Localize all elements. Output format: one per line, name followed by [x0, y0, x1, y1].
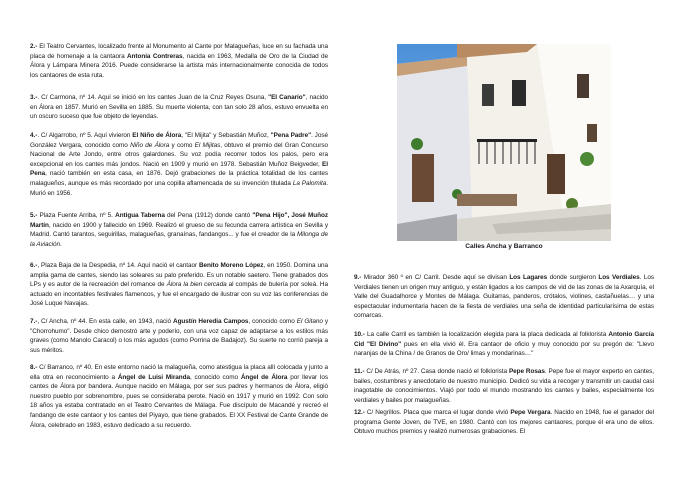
text: C/ Negrillos. Placa que marca el lugar donde vivió	[364, 409, 511, 416]
item-number: 8.-	[30, 364, 38, 371]
text: , Plaza Baja de la Despedia, nº 14. Aquí nació el cantaor	[37, 262, 199, 269]
artist-name: Pepe Rosas	[508, 368, 545, 375]
artist-name: "El Canario"	[268, 94, 306, 101]
text: , C/ Ancha, nº 44. En esta calle, en 1943, nació	[37, 318, 173, 325]
text: . Pepe fue el mayor experto en cantes, bailes, costumbres y anecdotario de nuestro municipio. Dedicó su vida a recoger y transmitir un caudal casi inagotable de conocimientos. Viajó por todo el mundo mostrando los cantes y bailes, especialmente los verdiales y bailes por malagueñas.	[354, 368, 654, 404]
text: El Teatro Cervantes, localizado frente al Monumento al Cante por Malagueñas, luce en su fachada una placa de homenaje a la cantaora	[30, 43, 328, 60]
item-number: 4.-	[30, 132, 38, 139]
item-number: 12.-	[354, 409, 365, 416]
photo-caption: Calles Ancha y Barranco	[465, 243, 543, 250]
item-number: 2.-	[30, 43, 38, 50]
text: . Nacido en 1948, fue el ganador del programa Gente Joven, de TVE, en 1980. Cantó con los mejores cantaores, porque él era uno de ellos. Obtuvo muchos premios y realizó numerosas grabaciones. El	[354, 409, 654, 436]
paragraph-9	[354, 273, 654, 321]
item-number: 11.-	[354, 368, 365, 375]
text: C/ Barranco, nº 40. En este entorno nació la malagueña, como atestigua la placa allí colocada y junto a ella otra en reconocimiento a	[30, 364, 328, 381]
text: Plaza Fuente Arriba, nº 5.	[37, 212, 116, 219]
artist-name: Pepe Vergara	[510, 409, 551, 416]
item-number: 6.-	[30, 262, 38, 269]
artist-name: "Pena Padre"	[270, 132, 312, 139]
place-name: Antigua Taberna	[115, 212, 165, 219]
text: Mirador 360 º en C/ Carril. Desde aquí se divisan	[361, 274, 510, 281]
artist-name: Ángel de Álora	[240, 373, 288, 381]
text: pues en ella vivió él. Era cantaor de oficio y muy conocido por su pregón de: "Llevo naranjas de la China / de Granos de Oro/ limas y mondarinas…"	[354, 340, 654, 358]
artist-name: Antonia Contreras	[126, 52, 183, 60]
text: del Pena (1912) donde cantó	[164, 212, 253, 219]
text: , en 1950. Domina una amplia gama de cantes, siendo las soleares su palo preferido. Es un notable saetero. Tiene grabados dos LPs y es autor de la recreación del romance de	[30, 262, 328, 289]
text: La calle Carril es también la localización elegida para la placa dedicada al folklorista	[364, 331, 609, 338]
paragraph-10	[354, 330, 654, 359]
street-photo	[397, 44, 611, 241]
text: . C/ Carmona, nº 14. Aquí se inició en los cantes Juan de la Cruz Reyes Osuna,	[37, 94, 269, 101]
nickname: Niño de Álora	[130, 141, 170, 149]
artist-name: "Pena Hijo", José Muñoz Martín	[30, 212, 329, 229]
text: .	[60, 240, 62, 248]
place-name: Los Verdiales	[598, 274, 640, 281]
song-title: Milonga de la Aviación	[30, 231, 328, 248]
item-number: 3.-	[30, 94, 38, 101]
paragraph-11	[354, 367, 654, 405]
text: , conocido como	[190, 373, 241, 381]
text: donde surgieron	[547, 274, 599, 281]
text: . Los Verdiales tienen un origen muy antiguo, y están ligados a los campos de vid de las zonas de la Axarquía, el Valle del Guadalhorce y Montes de Málaga. Guitarras, panderos, crótalos, violines, castañuelas… y una espectacular indumentaria hacen de la fiesta de verdiales una seña de identidad particularísima de estas comarcas.	[354, 274, 655, 320]
text: C/ De Atrás, nº 27. Casa donde nació el folklorista	[364, 368, 509, 375]
text: . Murió en 1956.	[30, 179, 328, 197]
text: , conocido como	[248, 318, 297, 325]
text: y como	[169, 141, 195, 149]
text: , nacido en 1900 y fallecido en 1969. Realizó el grueso de su fecunda carrera artística en Sevilla y Madrid. Cantó tarantos, seguirillas, malagueñas, granaínas, fandangos... y fue el creador de la	[30, 221, 328, 239]
text: por llevar los cantes de Álora por bandera. Aunque nacido en Málaga, por ser sus padres y hermanos de Álora, eligió nuestro pueblo por sobrenombre, pues se consideraba perote. Nació en 1917 y murió en 1992. Con solo 18 años ya estaba contratado en el Teatro Cervantes de Málaga. Fue discípulo de Macandé y recreó el fandango de este cantaor y los cantes del Piyayo, que tiene grabados. El XX Festival de Cante Grande de Álora, celebrado en 1983, estuvo dedicado a su recuerdo.	[30, 373, 328, 429]
place-name: Los Lagares	[509, 274, 548, 281]
item-number: 5.-	[30, 212, 38, 219]
song-title: La Palomita	[292, 179, 327, 187]
paragraph-6	[30, 261, 328, 309]
artist-name: Ángel de Luisi Miranda	[117, 373, 190, 381]
text: , nació también en esta casa, en 1876. Dejó grabaciones de la práctica totalidad de los cantes malagueños, aunque es más recordado por una copilla aflamencada de su invención titulada	[30, 170, 328, 187]
paragraph-8	[30, 363, 328, 430]
text: . C/ Algarrobo, nº 5. Aquí vivieron	[37, 132, 133, 139]
nickname: El Mijitas	[194, 141, 221, 149]
item-number: 9.-	[354, 274, 362, 281]
street-photo-illustration	[397, 44, 611, 241]
artist-name: Antonio García Cid "El Divino"	[354, 331, 654, 348]
paragraph-5	[30, 211, 328, 249]
artist-name: Agustín Heredia Campos	[173, 318, 249, 325]
item-number: 10.-	[354, 331, 365, 338]
nickname: El Gitano	[296, 318, 323, 325]
paragraph-2	[30, 42, 328, 80]
paragraph-12	[354, 408, 654, 437]
text: y "Chorrohumo". Desde chico demostró arte y poderío, con una voz capaz de adaptarse a los estilos más graves (como Manolo Caracol) o los más agudos (como Porrina de Badajoz). Su suerte no corrió pareja a sus méritos.	[30, 318, 328, 354]
paragraph-4	[30, 131, 328, 198]
artist-name: Benito Moreno López	[198, 262, 264, 269]
text: al compás de bulería por soleá. Ha actuado en incontables festivales flamencos, y fue el encargado de ilustrar con su voz las conferencias de José Luque Navajas.	[30, 281, 328, 308]
text: , "El Mijita" y Sebastián Muñoz,	[181, 132, 271, 139]
artist-name: El Niño de Álora	[132, 132, 182, 139]
song-title: Álora la bien cercada	[166, 281, 227, 289]
text: , nacida en 1963, Medalla de Oro de la Ciudad de Álora y Lámpara Minera 2016. Puede considerarse la artista más internacionalmente conocida de todos los cantaores de esta ruta.	[30, 52, 328, 79]
paragraph-3	[30, 93, 328, 122]
paragraph-7	[30, 317, 328, 355]
item-number: 7.-	[30, 318, 38, 325]
text: . José González Vergara, conocido como	[30, 132, 328, 149]
artist-name: El Pena	[30, 160, 328, 178]
text: , obtuvo el premio del Gran Concurso Nacional de Arte Jondo, entre otros galardones. Su voz podía recorrer todos los palos, pero era excepcional en los cantes más jondos. Nació en 1909 y murió en 1978. Sebastián Muñoz Beigveder,	[30, 141, 328, 168]
text: , nacido en Álora en 1857. Murió en Sevilla en 1885. Su muerte violenta, con tan solo 28 años, estuvo envuelta en un oscuro suceso que fue objeto de leyendas.	[30, 94, 328, 121]
